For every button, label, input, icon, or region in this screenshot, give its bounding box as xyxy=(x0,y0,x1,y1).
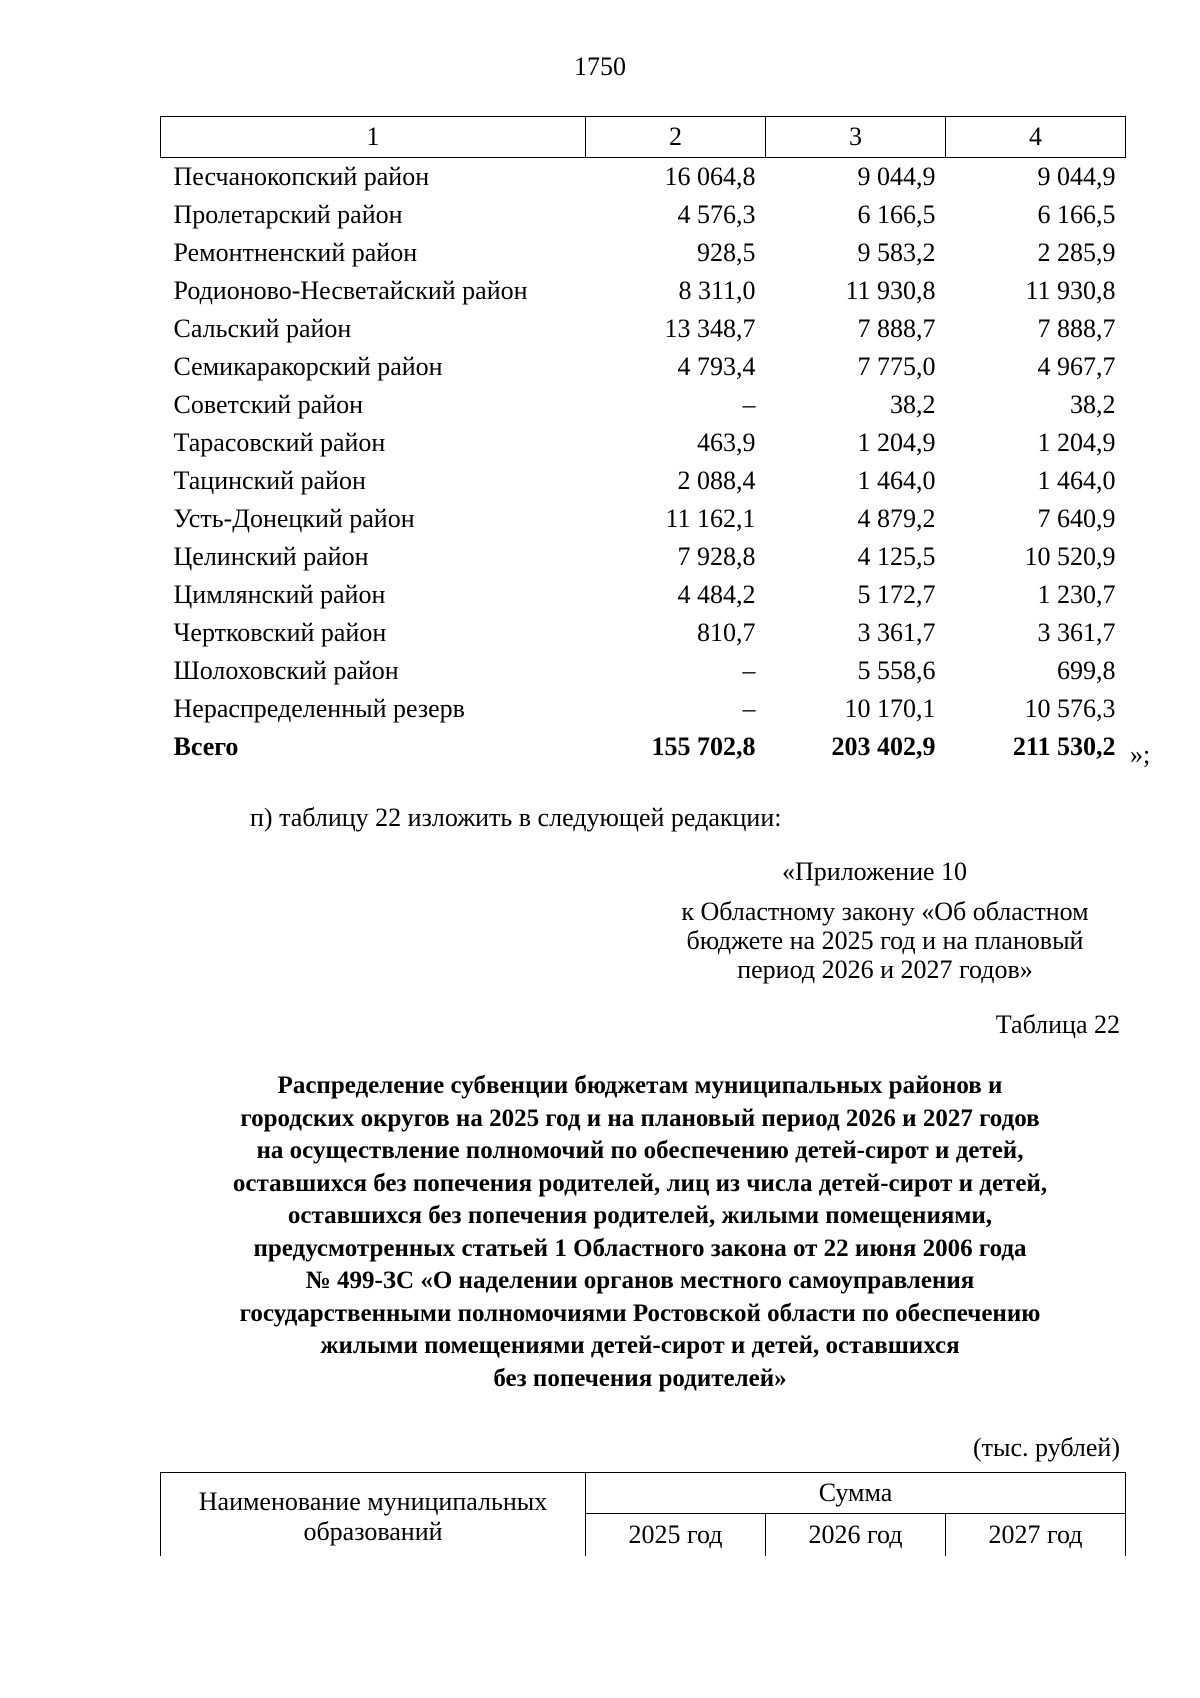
law-reference-line: к Областному закону «Об областном xyxy=(681,897,1089,926)
total-value-col4: 211 530,2 xyxy=(1012,732,1116,761)
year-header-2025: 2025 год xyxy=(586,1514,766,1557)
title-line: № 499-ЗС «О наделении органов местного самоуправления xyxy=(305,1267,975,1294)
value-cell-col4: 3 361,7 xyxy=(1037,618,1116,647)
page-number: 1750 xyxy=(574,52,626,81)
column-number-row xyxy=(161,117,1126,158)
value-cell-col3: 9 583,2 xyxy=(857,238,936,267)
table-row xyxy=(161,386,1126,424)
table-row xyxy=(161,272,1126,310)
column-number-2: 2 xyxy=(586,117,766,158)
value-cell-col4: 9 044,9 xyxy=(1037,162,1116,191)
value-cell-col3: 4 879,2 xyxy=(857,504,936,533)
value-cell-col4: 1 204,9 xyxy=(1037,428,1116,457)
municipality-name-header xyxy=(161,1473,586,1557)
closing-quote-mark: »; xyxy=(1130,740,1151,769)
value-cell-col4: 7 888,7 xyxy=(1037,314,1116,343)
district-name-cell: Тарасовский район xyxy=(173,428,386,457)
header-line: образований xyxy=(303,1517,443,1546)
value-cell-col3: 7 888,7 xyxy=(857,314,936,343)
table-row xyxy=(161,158,1126,197)
value-cell-col4: 699,8 xyxy=(1057,656,1116,685)
value-cell-col4: 11 930,8 xyxy=(1025,276,1116,305)
value-cell-col4: 1 464,0 xyxy=(1037,466,1116,495)
table-row xyxy=(161,310,1126,348)
value-cell-col2: – xyxy=(742,390,756,419)
total-row xyxy=(161,728,1126,766)
sum-header: Сумма xyxy=(586,1473,1126,1514)
title-line: Распределение субвенции бюджетам муниципальных районов и xyxy=(277,1072,1003,1099)
table-row xyxy=(161,196,1126,234)
value-cell-col3: 6 166,5 xyxy=(857,200,936,229)
district-amounts-table xyxy=(160,116,1126,766)
header-line: Наименование муниципальных xyxy=(198,1487,548,1516)
district-name-cell: Ремонтненский район xyxy=(173,238,418,267)
district-name-cell: Песчанокопский район xyxy=(173,162,430,191)
value-cell-col3: 38,2 xyxy=(890,390,936,419)
value-cell-col3: 11 930,8 xyxy=(845,276,936,305)
value-cell-col4: 7 640,9 xyxy=(1037,504,1116,533)
table-row xyxy=(161,462,1126,500)
value-cell-col3: 7 775,0 xyxy=(857,352,936,381)
value-cell-col3: 10 170,1 xyxy=(844,694,936,723)
title-line: без попечения родителей» xyxy=(493,1364,787,1392)
value-cell-col3: 5 558,6 xyxy=(857,656,936,685)
title-line: жилыми помещениями детей-сирот и детей, оставшихся xyxy=(320,1332,960,1359)
value-cell-col3: 1 464,0 xyxy=(857,466,936,495)
district-name-cell: Нераспределенный резерв xyxy=(173,694,465,723)
table-row xyxy=(161,614,1126,652)
table-row xyxy=(161,652,1126,690)
title-line: оставшихся без попечения родителей, лиц из числа детей-сирот и детей, xyxy=(232,1169,1048,1197)
district-name-cell: Тацинский район xyxy=(173,466,366,495)
title-line: на осуществление полномочий по обеспечению детей-сирот и детей, xyxy=(256,1137,1024,1164)
column-number-4: 4 xyxy=(946,117,1126,158)
value-cell-col2: 4 793,4 xyxy=(677,352,756,381)
total-value-col3: 203 402,9 xyxy=(831,732,936,761)
district-name-cell: Советский район xyxy=(173,390,364,419)
amendment-instruction: п) таблицу 22 изложить в следующей редакции: xyxy=(250,803,782,832)
district-name-cell: Пролетарский район xyxy=(173,200,403,229)
year-header-2026: 2026 год xyxy=(766,1514,946,1557)
value-cell-col2: 2 088,4 xyxy=(677,466,756,495)
title-line: государственными полномочиями Ростовской области по обеспечению xyxy=(239,1299,1041,1327)
value-cell-col3: 4 125,5 xyxy=(857,542,936,571)
value-cell-col2: – xyxy=(742,656,756,685)
value-cell-col2: 13 348,7 xyxy=(664,314,756,343)
district-name-cell: Сальский район xyxy=(173,314,352,343)
district-name-cell: Целинский район xyxy=(173,542,369,571)
value-cell-col3: 5 172,7 xyxy=(857,580,936,609)
law-reference-line: период 2026 и 2027 годов» xyxy=(737,955,1033,984)
value-cell-col4: 10 520,9 xyxy=(1024,542,1116,571)
table-row xyxy=(161,690,1126,728)
table-row xyxy=(161,234,1126,272)
units-label: (тыс. рублей) xyxy=(972,1433,1120,1462)
value-cell-col3: 9 044,9 xyxy=(857,162,936,191)
law-reference-line: бюджете на 2025 год и на плановый xyxy=(686,926,1084,955)
table-row xyxy=(161,538,1126,576)
district-name-cell: Чертковский район xyxy=(173,618,387,647)
table-row xyxy=(161,576,1126,614)
value-cell-col2: 7 928,8 xyxy=(677,542,756,571)
district-name-cell: Родионово-Несветайский район xyxy=(173,276,528,305)
value-cell-col2: 4 484,2 xyxy=(677,580,756,609)
district-name-cell: Усть-Донецкий район xyxy=(173,504,415,533)
total-value-col2: 155 702,8 xyxy=(651,732,756,761)
table-title xyxy=(150,1070,1130,1395)
value-cell-col2: 928,5 xyxy=(697,238,756,267)
value-cell-col2: 8 311,0 xyxy=(678,276,756,305)
value-cell-col4: 4 967,7 xyxy=(1037,352,1116,381)
column-number-1: 1 xyxy=(161,117,586,158)
year-header-2027: 2027 год xyxy=(946,1514,1126,1557)
value-cell-col2: 810,7 xyxy=(697,618,756,647)
value-cell-col3: 3 361,7 xyxy=(857,618,936,647)
table-row xyxy=(161,424,1126,462)
total-label-cell: Всего xyxy=(173,732,239,761)
district-name-cell: Цимлянский район xyxy=(173,580,386,609)
table-number-label: Таблица 22 xyxy=(995,1010,1120,1039)
title-line: предусмотренных статьей 1 Областного закона от 22 июня 2006 года xyxy=(253,1234,1027,1262)
title-line: городских округов на 2025 год и на плановый период 2026 и 2027 годов xyxy=(240,1104,1040,1132)
value-cell-col4: 38,2 xyxy=(1070,390,1116,419)
value-cell-col4: 2 285,9 xyxy=(1037,238,1116,267)
appendix-label: «Приложение 10 xyxy=(782,857,968,886)
value-cell-col2: 11 162,1 xyxy=(665,504,756,533)
value-cell-col4: 1 230,7 xyxy=(1037,580,1116,609)
title-line: оставшихся без попечения родителей, жилыми помещениями, xyxy=(287,1202,993,1229)
value-cell-col2: 4 576,3 xyxy=(677,200,756,229)
value-cell-col2: – xyxy=(742,694,756,723)
value-cell-col2: 463,9 xyxy=(697,428,756,457)
value-cell-col4: 6 166,5 xyxy=(1037,200,1116,229)
district-name-cell: Шолоховский район xyxy=(173,656,399,685)
value-cell-col4: 10 576,3 xyxy=(1024,694,1116,723)
table-row xyxy=(161,500,1126,538)
subvention-table-header xyxy=(160,1472,1126,1556)
column-number-3: 3 xyxy=(766,117,946,158)
table-row xyxy=(161,348,1126,386)
value-cell-col3: 1 204,9 xyxy=(857,428,936,457)
district-name-cell: Семикаракорский район xyxy=(173,352,443,381)
table-body xyxy=(161,158,1126,767)
value-cell-col2: 16 064,8 xyxy=(664,162,756,191)
